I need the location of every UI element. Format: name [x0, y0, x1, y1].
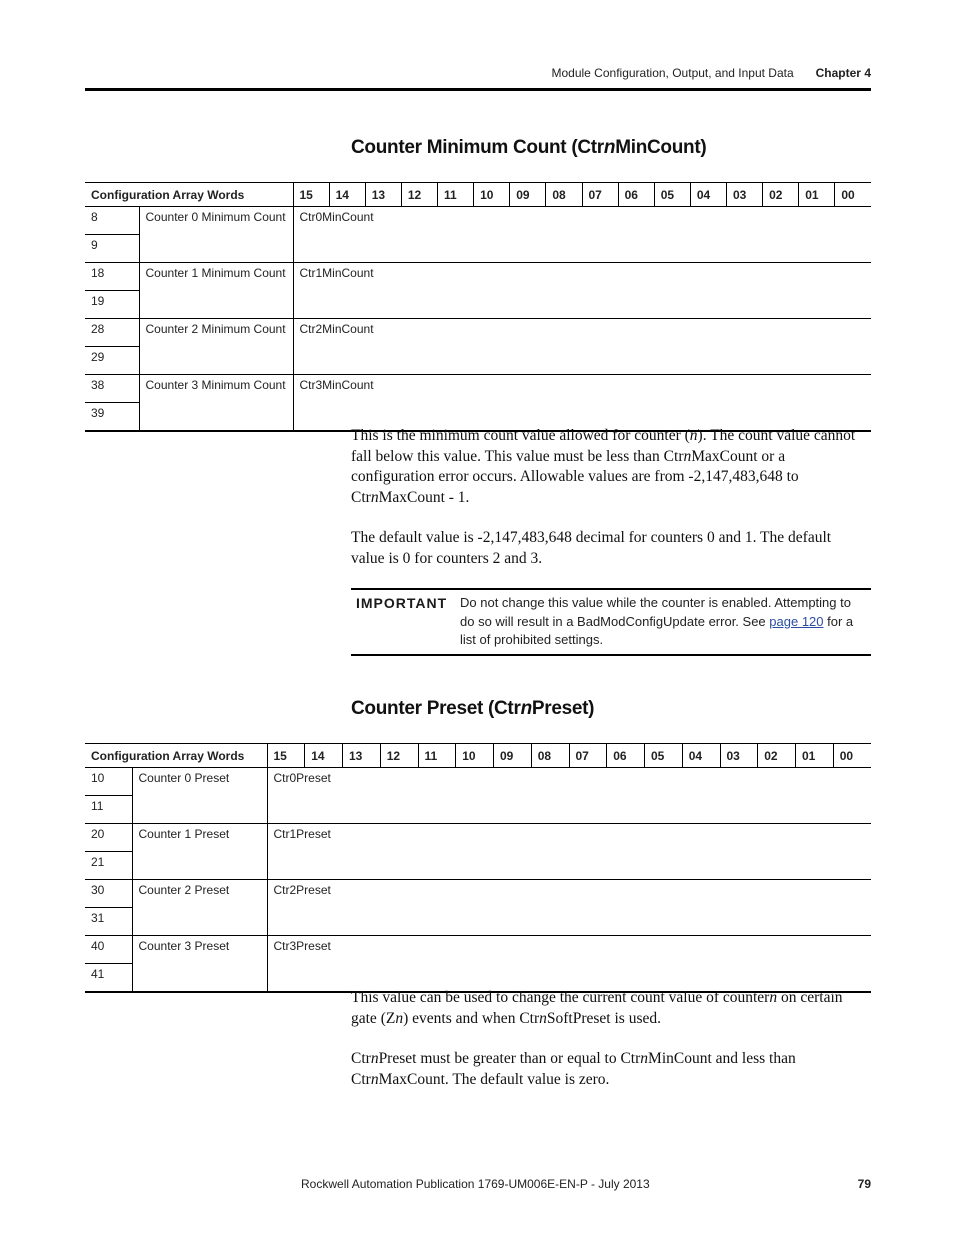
- paragraph: The default value is -2,147,483,648 decimal for counters 0 and 1. The default value is 0 for counters 2 and 3.: [351, 529, 832, 567]
- bit-header: 04: [682, 744, 720, 768]
- bit-header: 08: [546, 183, 582, 207]
- tag-name: Ctr1MinCount: [293, 263, 871, 319]
- word-number: 30: [85, 880, 132, 908]
- important-text: [460, 594, 868, 650]
- tag-name: Ctr3Preset: [267, 936, 871, 993]
- config-array-words-header: Configuration Array Words: [85, 183, 293, 207]
- word-number: 31: [85, 908, 132, 936]
- table-header-row: [85, 183, 871, 207]
- word-number: 41: [85, 964, 132, 993]
- preset-config-table: [85, 743, 871, 993]
- bit-header: 14: [305, 744, 343, 768]
- bit-header: 02: [763, 183, 799, 207]
- word-number: 40: [85, 936, 132, 964]
- table-row: [85, 375, 871, 403]
- page-number: 79: [857, 1177, 871, 1191]
- table-row: [85, 768, 871, 796]
- title-italic: n: [603, 137, 616, 158]
- word-number: 29: [85, 347, 139, 375]
- word-number: 19: [85, 291, 139, 319]
- bit-header: 00: [835, 183, 871, 207]
- title-italic: n: [520, 698, 532, 719]
- bit-header: 13: [343, 744, 381, 768]
- table-row: [85, 936, 871, 964]
- word-number: 10: [85, 768, 132, 796]
- min-count-config-table: [85, 182, 871, 432]
- table-row: [85, 319, 871, 347]
- title-part: Counter Preset (Ctr: [351, 698, 521, 719]
- tag-name: Ctr1Preset: [267, 824, 871, 880]
- bit-header: 05: [645, 744, 683, 768]
- bit-header: 01: [799, 183, 835, 207]
- bit-header: 10: [474, 183, 510, 207]
- important-callout: [351, 588, 871, 656]
- tag-name: Ctr0Preset: [267, 768, 871, 824]
- title-part: Counter Minimum Count (Ctr: [351, 137, 604, 158]
- bit-header: 13: [365, 183, 401, 207]
- title-part: MinCount): [615, 137, 707, 158]
- bit-header: 15: [293, 183, 329, 207]
- word-number: 18: [85, 263, 139, 291]
- bit-header: 07: [582, 183, 618, 207]
- tag-name: Ctr3MinCount: [293, 375, 871, 432]
- word-number: 39: [85, 403, 139, 432]
- bit-header: 07: [569, 744, 607, 768]
- table-row: [85, 207, 871, 235]
- bit-header: 06: [607, 744, 645, 768]
- page-120-link[interactable]: page 120: [769, 613, 824, 629]
- tag-name: Ctr2Preset: [267, 880, 871, 936]
- counter-description: Counter 3 Preset: [132, 936, 267, 993]
- preset-description: [351, 988, 856, 1110]
- important-label: IMPORTANT: [356, 595, 448, 611]
- counter-description: Counter 0 Minimum Count: [139, 207, 293, 263]
- word-number: 38: [85, 375, 139, 403]
- bit-header: 06: [618, 183, 654, 207]
- word-number: 11: [85, 796, 132, 824]
- bit-header: 11: [418, 744, 456, 768]
- counter-description: Counter 1 Minimum Count: [139, 263, 293, 319]
- bit-header: 10: [456, 744, 494, 768]
- section-title-preset: [351, 698, 594, 720]
- bit-header: 12: [380, 744, 418, 768]
- counter-description: Counter 0 Preset: [132, 768, 267, 824]
- word-number: 8: [85, 207, 139, 235]
- page-footer: [0, 1177, 871, 1191]
- table-row: [85, 263, 871, 291]
- bit-header: 00: [833, 744, 871, 768]
- title-part: Preset): [531, 698, 595, 719]
- word-number: 20: [85, 824, 132, 852]
- word-number: 28: [85, 319, 139, 347]
- min-count-description: [351, 426, 856, 589]
- bit-header: 12: [401, 183, 437, 207]
- bit-header: 09: [510, 183, 546, 207]
- bit-header: 09: [494, 744, 532, 768]
- paragraph: CtrnPreset must be greater than or equal to CtrnMinCount and less than CtrnMaxCount. The default value is zero.: [351, 1050, 796, 1088]
- counter-description: Counter 3 Minimum Count: [139, 375, 293, 432]
- paragraph: This is the minimum count value allowed for counter (n). The count value cannot fall below this value. This value must be less than CtrnMaxCount or a configuration error occurs. Allowable values are from -2,147,483,648 to CtrnMaxCount - 1.: [351, 427, 856, 506]
- bit-header: 14: [329, 183, 365, 207]
- config-array-words-header: Configuration Array Words: [85, 744, 267, 768]
- bit-header: 08: [531, 744, 569, 768]
- bit-header: 04: [690, 183, 726, 207]
- word-number: 21: [85, 852, 132, 880]
- header-chapter: Chapter 4: [815, 66, 871, 80]
- important-text-part: Do not change this value while the counter is enabled. Attempting to do so will result in a BadModConfigUpdate error. See: [460, 595, 851, 629]
- bit-header: 11: [438, 183, 474, 207]
- publication-info: Rockwell Automation Publication 1769-UM006E-EN-P - July 2013: [301, 1177, 650, 1191]
- word-number: 9: [85, 235, 139, 263]
- bit-header: 03: [727, 183, 763, 207]
- bit-header: 05: [654, 183, 690, 207]
- running-header: [551, 66, 871, 80]
- header-section: Module Configuration, Output, and Input Data: [551, 66, 794, 80]
- bit-header: 02: [758, 744, 796, 768]
- bit-header: 03: [720, 744, 758, 768]
- table-header-row: [85, 744, 871, 768]
- bit-header: 15: [267, 744, 305, 768]
- counter-description: Counter 2 Minimum Count: [139, 319, 293, 375]
- paragraph: This value can be used to change the current count value of countern on certain gate (Zn) events and when CtrnSoftPreset is used.: [351, 989, 843, 1027]
- table-row: [85, 880, 871, 908]
- tag-name: Ctr2MinCount: [293, 319, 871, 375]
- counter-description: Counter 2 Preset: [132, 880, 267, 936]
- counter-description: Counter 1 Preset: [132, 824, 267, 880]
- table-row: [85, 824, 871, 852]
- section-title-min-count: [351, 137, 706, 159]
- important-text-part: for a list of prohibited settings.: [460, 613, 854, 647]
- header-rule: [85, 88, 871, 91]
- tag-name: Ctr0MinCount: [293, 207, 871, 263]
- bit-header: 01: [796, 744, 834, 768]
